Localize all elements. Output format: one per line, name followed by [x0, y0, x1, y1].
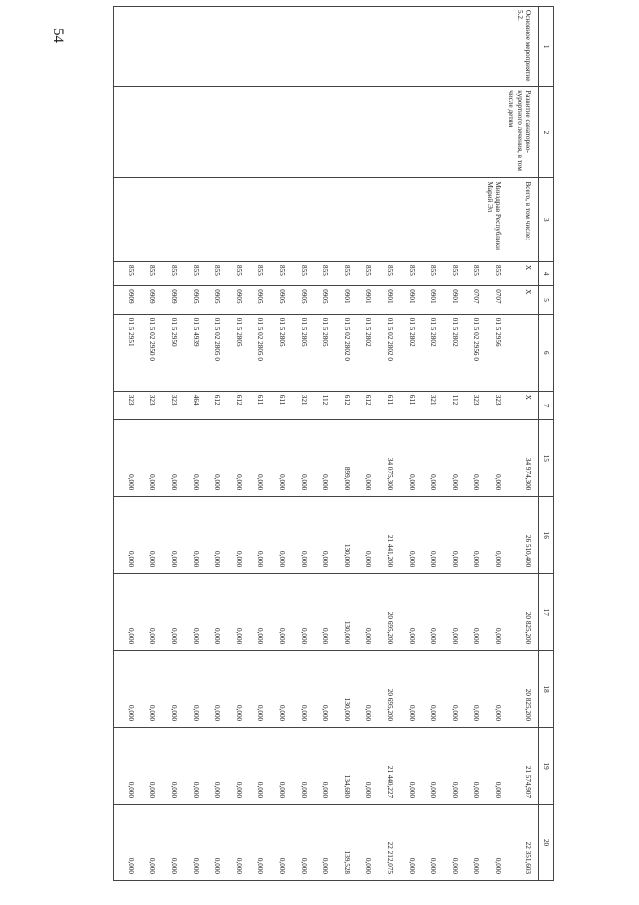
amount-2018-cell: 0,000	[265, 728, 287, 805]
amount-2014-cell: 0,000	[438, 420, 460, 497]
executor-cell	[179, 178, 201, 262]
header-col-7: 7	[539, 391, 554, 420]
amount-2018-cell: 0,000	[395, 728, 417, 805]
expense-type-code-cell: 611	[265, 391, 287, 420]
table-row	[265, 7, 287, 881]
amount-2015-cell: 0,000	[136, 497, 158, 574]
expense-type-code-cell: 464	[179, 391, 201, 420]
expense-type-code-cell: 323	[481, 391, 503, 420]
amount-2014-cell: 0,000	[265, 420, 287, 497]
event-name-cell	[179, 7, 201, 87]
event-description-cell	[201, 87, 223, 178]
amount-2016-cell: 0,000	[265, 574, 287, 651]
amount-2018-cell: 0,000	[244, 728, 266, 805]
grbs-code-cell: 855	[201, 262, 223, 286]
grbs-code-cell: 855	[460, 262, 482, 286]
event-description-cell	[244, 87, 266, 178]
amount-2016-cell: 0,000	[395, 574, 417, 651]
amount-2015-cell: 0,000	[179, 497, 201, 574]
target-article-code-cell: 01 5 2951	[114, 314, 136, 391]
header-col-17: 17	[539, 574, 554, 651]
section-code-cell: 0905	[265, 286, 287, 315]
event-description-cell: Развитие санаторно-курортного лечения, в том числе детям	[503, 87, 539, 178]
amount-2014-cell: 0,000	[395, 420, 417, 497]
expense-type-code-cell: 611	[395, 391, 417, 420]
amount-2017-cell: 0,000	[352, 651, 374, 728]
amount-2016-cell: 0,000	[136, 574, 158, 651]
grbs-code-cell: 855	[309, 262, 331, 286]
amount-2017-cell: 0,000	[265, 651, 287, 728]
amount-2017-cell: 0,000	[244, 651, 266, 728]
expense-type-code-cell: 612	[222, 391, 244, 420]
amount-2015-cell: 0,000	[222, 497, 244, 574]
event-name-cell	[222, 7, 244, 87]
section-code-cell: 0905	[222, 286, 244, 315]
table-row	[244, 7, 266, 881]
event-description-cell	[287, 87, 309, 178]
amount-2018-cell: 0,000	[114, 728, 136, 805]
amount-2017-cell: 130,000	[330, 651, 352, 728]
section-code-cell: 0909	[114, 286, 136, 315]
expense-type-code-cell: Х	[503, 391, 539, 420]
amount-2019-cell: 0,000	[309, 805, 331, 881]
executor-cell	[330, 178, 352, 262]
event-name-cell	[309, 7, 331, 87]
amount-2017-cell: 20 695,200	[373, 651, 395, 728]
grbs-code-cell: 855	[395, 262, 417, 286]
amount-2015-cell: 0,000	[438, 497, 460, 574]
event-description-cell	[265, 87, 287, 178]
header-col-20: 20	[539, 805, 554, 881]
executor-cell	[460, 178, 482, 262]
expense-type-code-cell: 323	[460, 391, 482, 420]
amount-2016-cell: 0,000	[438, 574, 460, 651]
event-name-cell	[287, 7, 309, 87]
event-name-cell: Основное мероприятие 5.2.	[503, 7, 539, 87]
amount-2018-cell: 134,680	[330, 728, 352, 805]
amount-2019-cell: 0,000	[136, 805, 158, 881]
header-row	[539, 7, 554, 881]
amount-2014-cell: 0,000	[179, 420, 201, 497]
budget-table	[113, 6, 554, 881]
table-row	[287, 7, 309, 881]
page-number: 54	[50, 28, 66, 43]
grbs-code-cell: 855	[417, 262, 439, 286]
event-name-cell	[136, 7, 158, 87]
event-description-cell	[352, 87, 374, 178]
table-body	[114, 7, 539, 881]
target-article-code-cell: 01 5 02 2950 0	[136, 314, 158, 391]
event-name-cell	[265, 7, 287, 87]
amount-2018-cell: 0,000	[417, 728, 439, 805]
event-name-cell	[460, 7, 482, 87]
grbs-code-cell: Х	[503, 262, 539, 286]
event-name-cell	[114, 7, 136, 87]
amount-2017-cell: 0,000	[460, 651, 482, 728]
amount-2016-cell: 0,000	[481, 574, 503, 651]
amount-2015-cell: 0,000	[287, 497, 309, 574]
table-row	[481, 7, 503, 881]
executor-cell	[309, 178, 331, 262]
amount-2015-cell: 130,000	[330, 497, 352, 574]
executor-cell	[373, 178, 395, 262]
amount-2017-cell: 0,000	[417, 651, 439, 728]
amount-2017-cell: 0,000	[287, 651, 309, 728]
amount-2017-cell: 0,000	[179, 651, 201, 728]
expense-type-code-cell: 321	[417, 391, 439, 420]
amount-2018-cell: 0,000	[438, 728, 460, 805]
target-article-code-cell: 01 5 02 2805 0	[201, 314, 223, 391]
expense-type-code-cell: 323	[136, 391, 158, 420]
expense-type-code-cell: 612	[201, 391, 223, 420]
amount-2015-cell: 0,000	[114, 497, 136, 574]
amount-2014-cell: 0,000	[352, 420, 374, 497]
target-article-code-cell: 01 5 4939	[179, 314, 201, 391]
amount-2019-cell: 22 212,075	[373, 805, 395, 881]
amount-2015-cell: 0,000	[352, 497, 374, 574]
event-description-cell	[158, 87, 180, 178]
section-code-cell: 0707	[481, 286, 503, 315]
grbs-code-cell: 855	[438, 262, 460, 286]
target-article-code-cell: 01 5 02 2802 0	[330, 314, 352, 391]
target-article-code-cell: 01 5 2802	[395, 314, 417, 391]
target-article-code-cell: 01 5 2805	[309, 314, 331, 391]
executor-cell	[438, 178, 460, 262]
amount-2014-cell: 34 974,300	[503, 420, 539, 497]
section-code-cell: Х	[503, 286, 539, 315]
executor-cell	[417, 178, 439, 262]
table-row	[417, 7, 439, 881]
amount-2017-cell: 0,000	[222, 651, 244, 728]
executor-cell: Всего, в том числе:	[503, 178, 539, 262]
executor-cell	[395, 178, 417, 262]
amount-2016-cell: 0,000	[352, 574, 374, 651]
section-code-cell: 0901	[438, 286, 460, 315]
amount-2014-cell: 0,000	[481, 420, 503, 497]
expense-type-code-cell: 112	[309, 391, 331, 420]
amount-2014-cell: 0,000	[201, 420, 223, 497]
amount-2015-cell: 0,000	[201, 497, 223, 574]
event-name-cell	[158, 7, 180, 87]
header-col-5: 5	[539, 286, 554, 315]
amount-2018-cell: 0,000	[481, 728, 503, 805]
executor-cell	[136, 178, 158, 262]
amount-2016-cell: 0,000	[222, 574, 244, 651]
amount-2018-cell: 0,000	[460, 728, 482, 805]
grbs-code-cell: 855	[481, 262, 503, 286]
expense-type-code-cell: 611	[244, 391, 266, 420]
amount-2014-cell: 0,000	[287, 420, 309, 497]
table-row	[158, 7, 180, 881]
table-row	[114, 7, 136, 881]
event-description-cell	[222, 87, 244, 178]
grbs-code-cell: 855	[352, 262, 374, 286]
amount-2018-cell: 0,000	[309, 728, 331, 805]
amount-2017-cell: 0,000	[481, 651, 503, 728]
executor-cell	[222, 178, 244, 262]
amount-2016-cell: 0,000	[417, 574, 439, 651]
table-row	[352, 7, 374, 881]
amount-2016-cell: 20 695,200	[373, 574, 395, 651]
event-name-cell	[417, 7, 439, 87]
grbs-code-cell: 855	[158, 262, 180, 286]
target-article-code-cell: 01 5 02 2802 0	[373, 314, 395, 391]
table-row	[201, 7, 223, 881]
amount-2018-cell: 21 440,227	[373, 728, 395, 805]
amount-2015-cell: 0,000	[460, 497, 482, 574]
table-row	[309, 7, 331, 881]
event-name-cell	[201, 7, 223, 87]
header-col-3: 3	[539, 178, 554, 262]
grbs-code-cell: 855	[222, 262, 244, 286]
section-code-cell: 0901	[352, 286, 374, 315]
target-article-code-cell: 01 5 2805	[222, 314, 244, 391]
amount-2014-cell: 0,000	[114, 420, 136, 497]
expense-type-code-cell: 612	[330, 391, 352, 420]
amount-2018-cell: 0,000	[179, 728, 201, 805]
amount-2017-cell: 0,000	[395, 651, 417, 728]
grbs-code-cell: 855	[179, 262, 201, 286]
executor-cell: Минздрав Республики Марий Эл	[481, 178, 503, 262]
grbs-code-cell: 855	[265, 262, 287, 286]
header-col-2: 2	[539, 87, 554, 178]
section-code-cell: 0901	[417, 286, 439, 315]
event-description-cell	[114, 87, 136, 178]
executor-cell	[287, 178, 309, 262]
target-article-code-cell: 01 5 02 2956 0	[460, 314, 482, 391]
target-article-code-cell: 01 5 2805	[265, 314, 287, 391]
amount-2019-cell: 0,000	[395, 805, 417, 881]
table-row	[503, 7, 539, 881]
expense-type-code-cell: 321	[287, 391, 309, 420]
amount-2015-cell: 0,000	[417, 497, 439, 574]
amount-2019-cell: 0,000	[222, 805, 244, 881]
grbs-code-cell: 855	[330, 262, 352, 286]
event-name-cell	[373, 7, 395, 87]
event-description-cell	[330, 87, 352, 178]
amount-2018-cell: 21 574,907	[503, 728, 539, 805]
amount-2018-cell: 0,000	[222, 728, 244, 805]
amount-2016-cell: 0,000	[201, 574, 223, 651]
section-code-cell: 0905	[309, 286, 331, 315]
amount-2017-cell: 20 825,200	[503, 651, 539, 728]
section-code-cell: 0909	[158, 286, 180, 315]
executor-cell	[244, 178, 266, 262]
event-description-cell	[179, 87, 201, 178]
event-name-cell	[438, 7, 460, 87]
amount-2019-cell: 0,000	[460, 805, 482, 881]
amount-2016-cell: 130,000	[330, 574, 352, 651]
section-code-cell: 0905	[244, 286, 266, 315]
header-col-16: 16	[539, 497, 554, 574]
amount-2015-cell: 0,000	[158, 497, 180, 574]
grbs-code-cell: 855	[373, 262, 395, 286]
expense-type-code-cell: 612	[352, 391, 374, 420]
grbs-code-cell: 855	[114, 262, 136, 286]
event-name-cell	[352, 7, 374, 87]
header-col-4: 4	[539, 262, 554, 286]
event-description-cell	[373, 87, 395, 178]
target-article-code-cell: 01 5 2956	[481, 314, 503, 391]
amount-2016-cell: 0,000	[158, 574, 180, 651]
grbs-code-cell: 855	[287, 262, 309, 286]
amount-2018-cell: 0,000	[158, 728, 180, 805]
grbs-code-cell: 855	[244, 262, 266, 286]
amount-2015-cell: 0,000	[244, 497, 266, 574]
amount-2017-cell: 0,000	[201, 651, 223, 728]
table-row	[222, 7, 244, 881]
amount-2019-cell: 0,000	[201, 805, 223, 881]
section-code-cell: 0901	[330, 286, 352, 315]
target-article-code-cell: 01 5 2802	[438, 314, 460, 391]
amount-2014-cell: 0,000	[158, 420, 180, 497]
event-description-cell	[395, 87, 417, 178]
table-row	[438, 7, 460, 881]
amount-2019-cell: 0,000	[352, 805, 374, 881]
table-row	[373, 7, 395, 881]
amount-2016-cell: 0,000	[114, 574, 136, 651]
amount-2016-cell: 0,000	[179, 574, 201, 651]
event-name-cell	[395, 7, 417, 87]
header-col-1: 1	[539, 7, 554, 87]
expense-type-code-cell: 323	[114, 391, 136, 420]
event-description-cell	[309, 87, 331, 178]
amount-2015-cell: 0,000	[395, 497, 417, 574]
amount-2019-cell: 0,000	[244, 805, 266, 881]
expense-type-code-cell: 611	[373, 391, 395, 420]
executor-cell	[158, 178, 180, 262]
amount-2017-cell: 0,000	[309, 651, 331, 728]
header-col-19: 19	[539, 728, 554, 805]
executor-cell	[201, 178, 223, 262]
event-description-cell	[460, 87, 482, 178]
amount-2019-cell: 0,000	[438, 805, 460, 881]
amount-2014-cell: 0,000	[460, 420, 482, 497]
amount-2019-cell: 139,528	[330, 805, 352, 881]
executor-cell	[114, 178, 136, 262]
header-col-6: 6	[539, 314, 554, 391]
amount-2015-cell: 26 510,400	[503, 497, 539, 574]
amount-2016-cell: 0,000	[287, 574, 309, 651]
section-code-cell: 0909	[136, 286, 158, 315]
event-description-cell	[438, 87, 460, 178]
amount-2019-cell: 0,000	[158, 805, 180, 881]
amount-2019-cell: 0,000	[287, 805, 309, 881]
amount-2016-cell: 0,000	[460, 574, 482, 651]
target-article-code-cell: 01 5 2802	[417, 314, 439, 391]
table-row	[330, 7, 352, 881]
target-article-code-cell: 01 5 2802	[352, 314, 374, 391]
amount-2014-cell: 34 075,300	[373, 420, 395, 497]
target-article-code-cell: 01 5 2805	[287, 314, 309, 391]
amount-2016-cell: 0,000	[309, 574, 331, 651]
table-row	[395, 7, 417, 881]
amount-2017-cell: 0,000	[136, 651, 158, 728]
amount-2018-cell: 0,000	[136, 728, 158, 805]
amount-2014-cell: 0,000	[222, 420, 244, 497]
amount-2017-cell: 0,000	[438, 651, 460, 728]
amount-2018-cell: 0,000	[201, 728, 223, 805]
event-description-cell	[481, 87, 503, 178]
header-col-18: 18	[539, 651, 554, 728]
section-code-cell: 0905	[287, 286, 309, 315]
expense-type-code-cell: 323	[158, 391, 180, 420]
amount-2017-cell: 0,000	[114, 651, 136, 728]
event-name-cell	[244, 7, 266, 87]
expense-type-code-cell: 112	[438, 391, 460, 420]
amount-2019-cell: 0,000	[114, 805, 136, 881]
amount-2019-cell: 22 351,603	[503, 805, 539, 881]
table-row	[136, 7, 158, 881]
executor-cell	[265, 178, 287, 262]
amount-2018-cell: 0,000	[287, 728, 309, 805]
budget-table-container	[126, 6, 554, 881]
section-code-cell: 0901	[395, 286, 417, 315]
amount-2017-cell: 0,000	[158, 651, 180, 728]
target-article-code-cell	[503, 314, 539, 391]
section-code-cell: 0707	[460, 286, 482, 315]
amount-2014-cell: 899,000	[330, 420, 352, 497]
section-code-cell: 0905	[201, 286, 223, 315]
amount-2016-cell: 20 825,200	[503, 574, 539, 651]
amount-2018-cell: 0,000	[352, 728, 374, 805]
section-code-cell: 0901	[373, 286, 395, 315]
amount-2014-cell: 0,000	[417, 420, 439, 497]
target-article-code-cell: 01 5 02 2805 0	[244, 314, 266, 391]
event-name-cell	[481, 7, 503, 87]
amount-2019-cell: 0,000	[417, 805, 439, 881]
section-code-cell: 0905	[179, 286, 201, 315]
amount-2015-cell: 0,000	[265, 497, 287, 574]
target-article-code-cell: 01 5 2950	[158, 314, 180, 391]
event-description-cell	[136, 87, 158, 178]
amount-2015-cell: 21 441,200	[373, 497, 395, 574]
amount-2016-cell: 0,000	[244, 574, 266, 651]
table-row	[179, 7, 201, 881]
amount-2015-cell: 0,000	[309, 497, 331, 574]
grbs-code-cell: 855	[136, 262, 158, 286]
event-description-cell	[417, 87, 439, 178]
table-row	[460, 7, 482, 881]
event-name-cell	[330, 7, 352, 87]
amount-2015-cell: 0,000	[481, 497, 503, 574]
amount-2014-cell: 0,000	[309, 420, 331, 497]
amount-2014-cell: 0,000	[136, 420, 158, 497]
amount-2019-cell: 0,000	[265, 805, 287, 881]
amount-2019-cell: 0,000	[179, 805, 201, 881]
executor-cell	[352, 178, 374, 262]
amount-2019-cell: 0,000	[481, 805, 503, 881]
amount-2014-cell: 0,000	[244, 420, 266, 497]
header-col-15: 15	[539, 420, 554, 497]
